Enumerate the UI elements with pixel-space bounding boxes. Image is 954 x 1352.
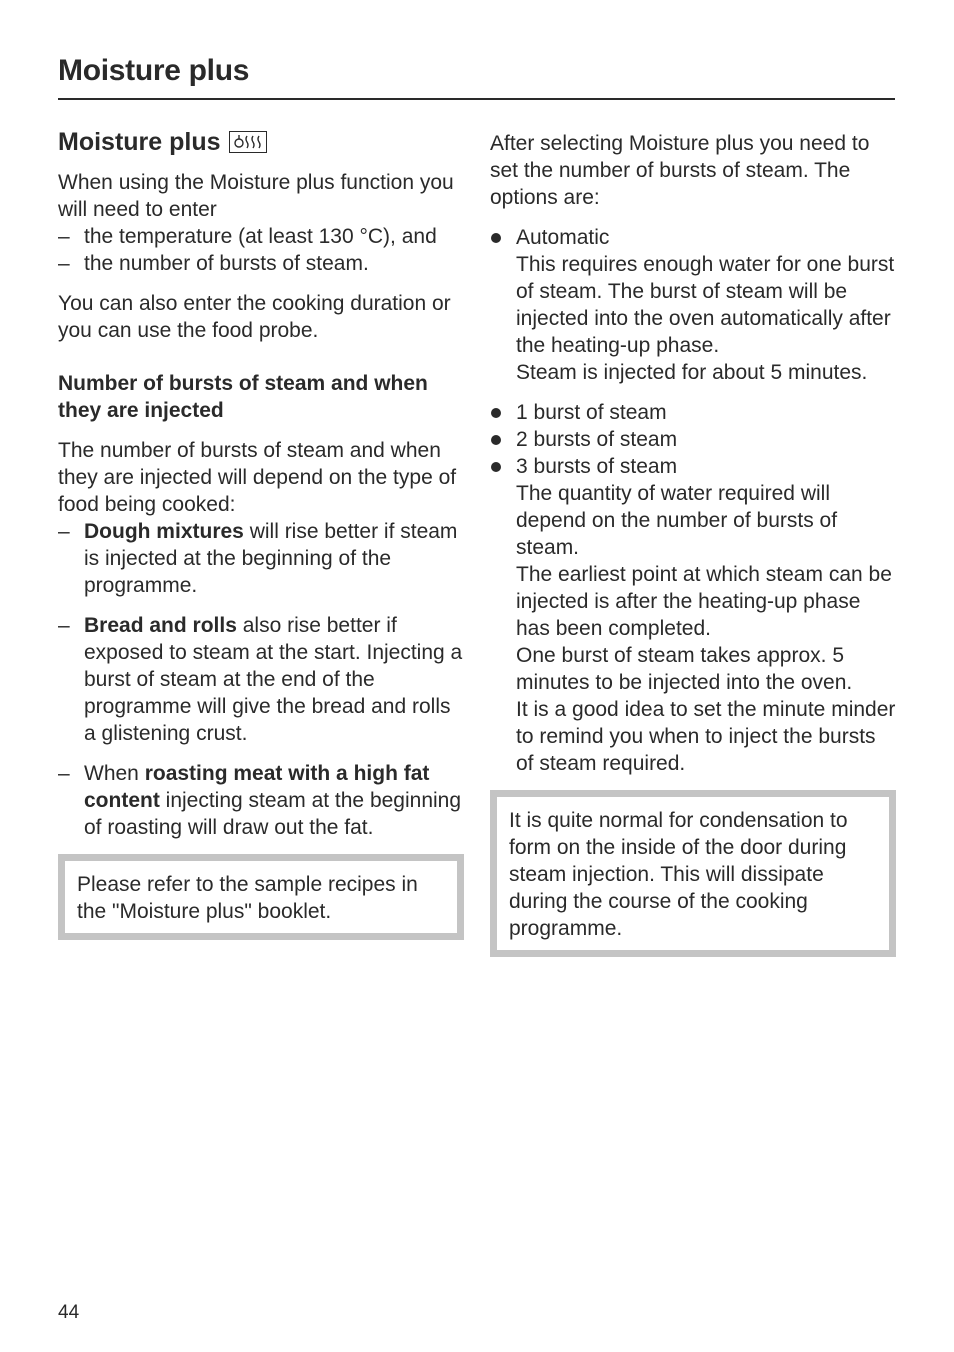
depends-text: The number of bursts of steam and when they are injected will depend on the type of food being cooked: bbox=[58, 439, 457, 516]
option-detail: It is a good idea to set the minute minder to remind you when to inject the bursts of steam required. bbox=[516, 698, 896, 775]
intro-text: After selecting Moisture plus you need to set the number of bursts of steam. The options are: bbox=[490, 132, 870, 209]
list-item bbox=[490, 453, 896, 777]
automatic-list bbox=[490, 224, 896, 386]
section-title-text: Moisture plus bbox=[58, 128, 221, 156]
option-detail: The quantity of water required will depend on the number of bursts of steam. bbox=[516, 482, 838, 559]
option-label: 3 bursts of steam bbox=[516, 455, 678, 478]
page-number: 44 bbox=[58, 1302, 80, 1323]
option-label: Automatic bbox=[516, 226, 610, 249]
right-column bbox=[490, 130, 896, 957]
section-title bbox=[58, 127, 468, 157]
food-list bbox=[58, 518, 468, 841]
page-title: Moisture plus bbox=[58, 54, 250, 87]
list-item: 1 burst of steam bbox=[490, 399, 896, 426]
food-type: roasting meat with a high fat content bbox=[84, 762, 430, 812]
recipes-note-box bbox=[58, 854, 464, 940]
moisture-plus-icon bbox=[229, 131, 267, 153]
enter-list bbox=[58, 223, 468, 277]
bursts-list bbox=[490, 399, 896, 777]
list-item: – Dough mixtures will rise better if steam is injected at the beginning of the programme. bbox=[58, 518, 468, 599]
page-header bbox=[58, 52, 895, 100]
list-item: – the number of bursts of steam. bbox=[58, 250, 468, 277]
condensation-note-box bbox=[490, 790, 896, 957]
list-item: – the temperature (at least 130 °C), and bbox=[58, 223, 468, 250]
note-text: It is quite normal for condensation to form on the inside of the door during steam injection. This will dissipate during the course of the cooking programme. bbox=[509, 809, 848, 940]
option-detail: One burst of steam takes approx. 5 minutes to be injected into the oven. bbox=[516, 644, 853, 694]
left-column bbox=[58, 127, 468, 940]
list-item bbox=[490, 224, 896, 386]
subheading: Number of bursts of steam and when they are injected bbox=[58, 372, 428, 422]
option-detail: This requires enough water for one burst of steam. The burst of steam will be injected into the oven automatically after the heating-up phase. bbox=[516, 253, 895, 357]
list-item: – When roasting meat with a high fat content injecting steam at the beginning of roasting will draw out the fat. bbox=[58, 760, 468, 841]
intro-text: When using the Moisture plus function you will need to enter bbox=[58, 171, 454, 221]
option-detail: Steam is injected for about 5 minutes. bbox=[516, 361, 868, 384]
food-type: Bread and rolls bbox=[84, 614, 237, 637]
option-detail: The earliest point at which steam can be injected is after the heating-up phase has been completed. bbox=[516, 563, 892, 640]
note-text: Please refer to the sample recipes in the "Moisture plus" booklet. bbox=[77, 873, 418, 923]
list-item: 2 bursts of steam bbox=[490, 426, 896, 453]
duration-text: You can also enter the cooking duration or you can use the food probe. bbox=[58, 292, 451, 342]
food-type: Dough mixtures bbox=[84, 520, 244, 543]
list-item: – Bread and rolls also rise better if exposed to steam at the start. Injecting a burst of steam at the end of the programme will give the bread and rolls a glistening crust. bbox=[58, 612, 468, 747]
